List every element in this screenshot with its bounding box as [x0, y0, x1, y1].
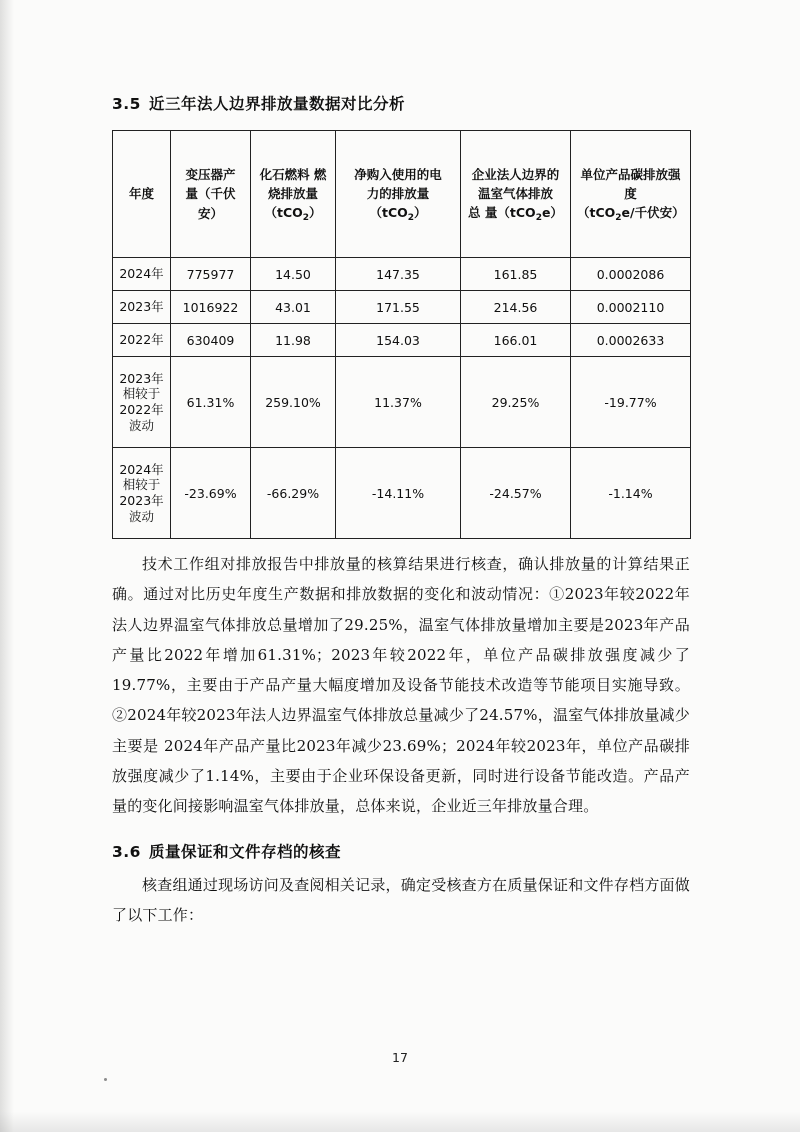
page-edge-shadow-bottom: [0, 1112, 800, 1132]
paragraph-3-5: 技术工作组对排放报告中排放量的核算结果进行核查，确认排放量的计算结果正确。通过对比历史年度生产数据和排放数据的变化和波动情况：①2023年较2022年法人边界温室气体排放总量增加了29.25%，温室气体排放量增加主要是2023年产品产量比2022年增加61.31%；2023年较2022年，单位产品碳排放强度减少了19.77%，主要由于产品产量大幅度增加及设备节能技术改造等节能项目实施导致。②2024年较2023年法人边界温室气体排放总量减少了24.57%，温室气体排放量减少主要是 2024年产品产量比2023年减少23.69%；2024年较2023年，单位产品碳排放强度减少了1.14%，主要由于企业环保设备更新，同时进行设备节能改造。产品产量的变化间接影响温室气体排放量，总体来说，企业近三年排放量合理。: [112, 555, 690, 816]
section-title-3-6: 质量保证和文件存档的核查: [148, 842, 341, 861]
cell-intensity: 0.0002633: [571, 324, 691, 357]
page-number: 17: [392, 1050, 408, 1065]
cell-intensity: 0.0002086: [571, 258, 691, 291]
cell-electricity: 154.03: [336, 324, 461, 357]
table-header: [113, 131, 691, 258]
row-label: 2022年: [113, 324, 171, 357]
table-header-total-ghg: 企业法人边界的 温室气体排放 总 量（tCO$_2$e）: [461, 131, 571, 258]
table-row: [113, 357, 691, 448]
cell-total-ghg: -24.57%: [461, 448, 571, 539]
cell-output: 61.31%: [171, 357, 251, 448]
table-header-electricity: 净购入使用的电 力的排放量 （tCO$_2$）: [336, 131, 461, 258]
row-label: 2024年: [113, 258, 171, 291]
page-content: [112, 92, 690, 930]
cell-output: 775977: [171, 258, 251, 291]
row-label: 2024年 相较于 2023年 波动: [113, 448, 171, 539]
cell-total-ghg: 166.01: [461, 324, 571, 357]
scan-speck: [104, 1078, 107, 1081]
table-body: [113, 258, 691, 539]
section-number-3-6: 3.6: [112, 842, 141, 861]
table-row: [113, 258, 691, 291]
table-header-intensity: 单位产品碳排放强 度 （tCO$_2$e/千伏安）: [571, 131, 691, 258]
cell-electricity: 171.55: [336, 291, 461, 324]
cell-output: -23.69%: [171, 448, 251, 539]
table-header-row: [113, 131, 691, 258]
cell-fossil-fuel: 14.50: [251, 258, 336, 291]
cell-fossil-fuel: 259.10%: [251, 357, 336, 448]
section-heading-3-5: [112, 92, 690, 114]
cell-total-ghg: 29.25%: [461, 357, 571, 448]
table-header-output: 变压器产 量（千伏 安）: [171, 131, 251, 258]
cell-intensity: -19.77%: [571, 357, 691, 448]
table-row: [113, 324, 691, 357]
row-label: 2023年 相较于 2022年 波动: [113, 357, 171, 448]
cell-intensity: -1.14%: [571, 448, 691, 539]
section-title-3-5: 近三年法人边界排放量数据对比分析: [148, 95, 405, 113]
cell-electricity: 11.37%: [336, 357, 461, 448]
cell-fossil-fuel: -66.29%: [251, 448, 336, 539]
table-header-year: 年度: [113, 131, 171, 258]
section-number-3-5: 3.5: [112, 95, 141, 113]
table-header-fossil-fuel: 化石燃料 燃 烧排放量 （tCO$_2$）: [251, 131, 336, 258]
row-label: 2023年: [113, 291, 171, 324]
table-row: [113, 291, 691, 324]
cell-output: 630409: [171, 324, 251, 357]
cell-electricity: -14.11%: [336, 448, 461, 539]
page-edge-shadow-left: [0, 0, 14, 1132]
cell-total-ghg: 161.85: [461, 258, 571, 291]
cell-output: 1016922: [171, 291, 251, 324]
cell-electricity: 147.35: [336, 258, 461, 291]
paragraph-3-6: 核查组通过现场访问及查阅相关记录，确定受核查方在质量保证和文件存档方面做了以下工作：: [112, 875, 690, 924]
cell-total-ghg: 214.56: [461, 291, 571, 324]
emissions-comparison-table: [112, 130, 691, 539]
cell-fossil-fuel: 11.98: [251, 324, 336, 357]
cell-intensity: 0.0002110: [571, 291, 691, 324]
table-row: [113, 448, 691, 539]
section-heading-3-6: [112, 840, 690, 862]
cell-fossil-fuel: 43.01: [251, 291, 336, 324]
